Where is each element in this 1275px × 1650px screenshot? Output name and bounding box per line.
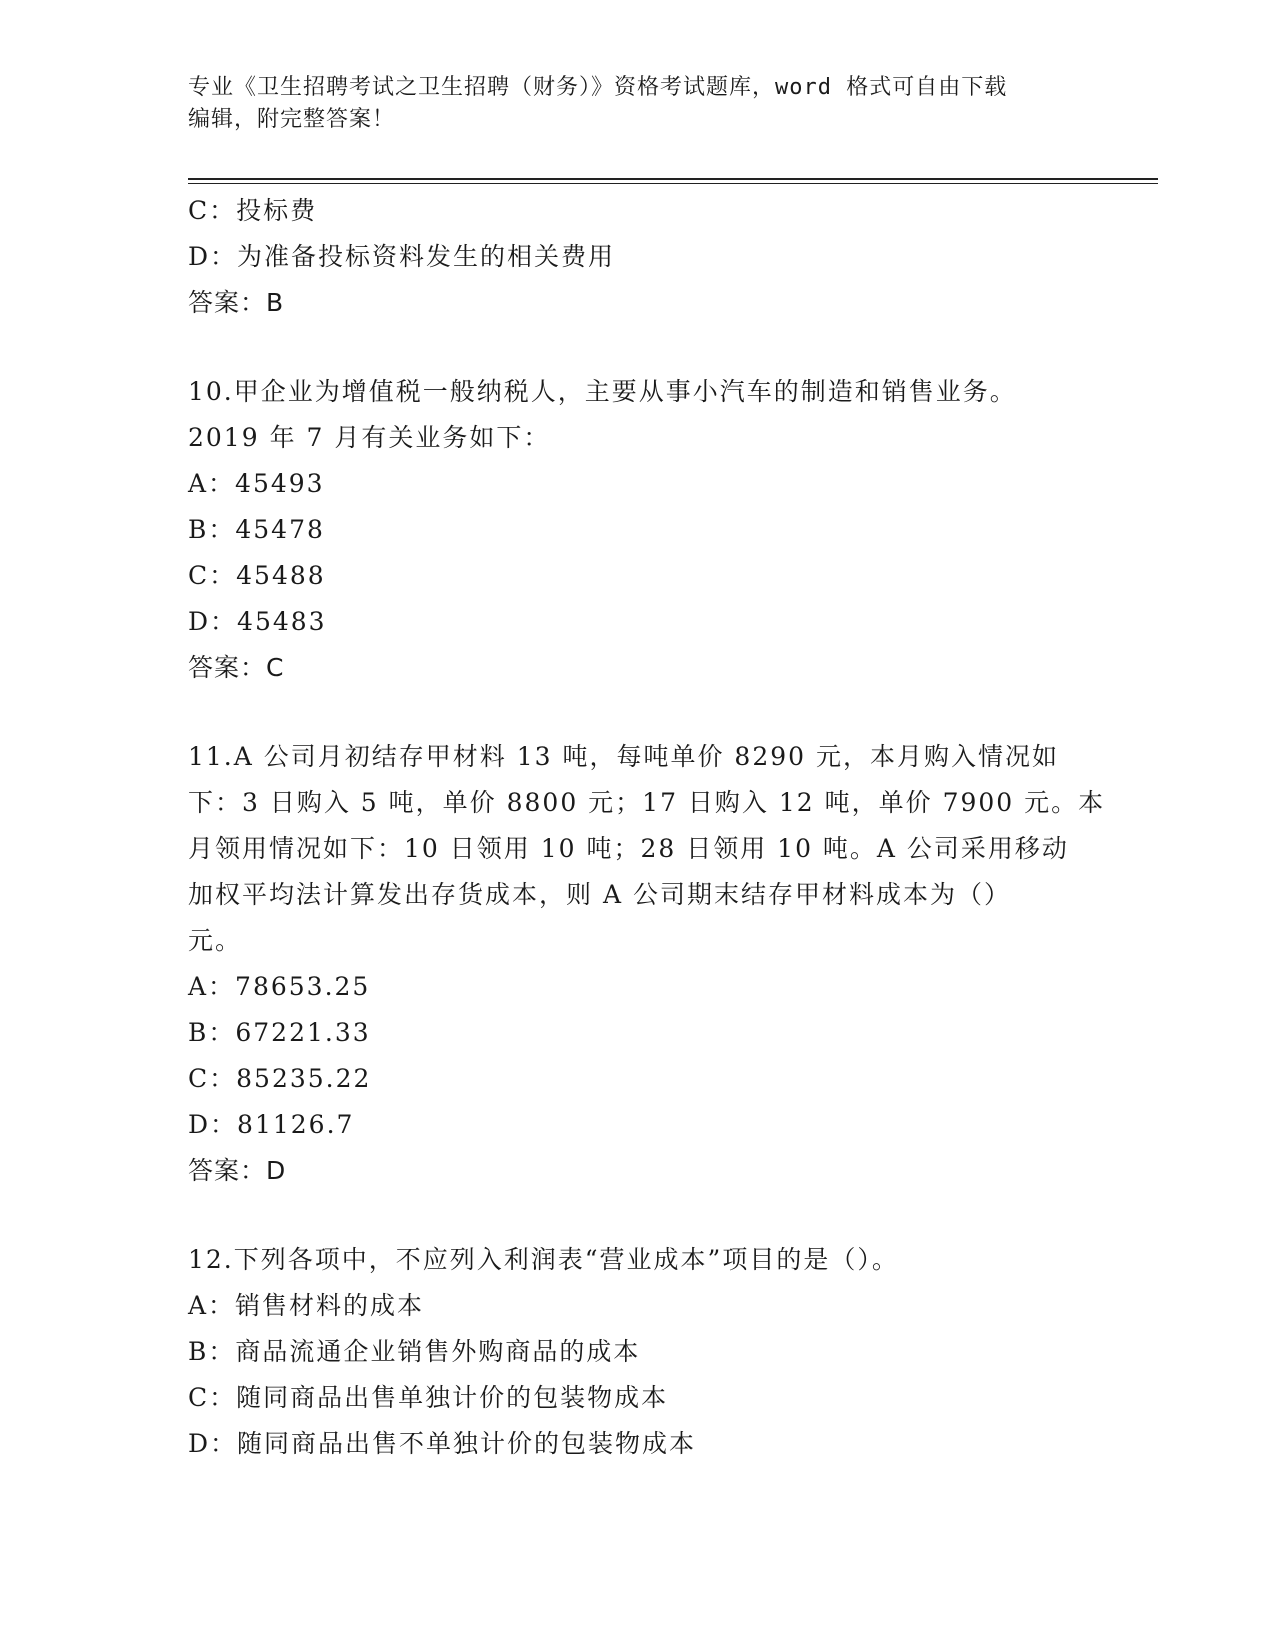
- spacer: [188, 326, 1088, 369]
- spacer: [188, 1194, 1088, 1237]
- header-line-2: 编辑，附完整答案！: [188, 107, 396, 132]
- option-c: C：85235.22: [188, 1064, 372, 1093]
- option-b: B：45478: [188, 515, 325, 544]
- option-a: A：销售材料的成本: [188, 1291, 425, 1320]
- answer-label: 答案：D: [188, 1156, 287, 1185]
- option-c: C：随同商品出售单独计价的包装物成本: [188, 1383, 669, 1412]
- header-line-1: 专业《卫生招聘考试之卫生招聘（财务）》资格考试题库，word 格式可自由下载: [188, 75, 1008, 100]
- option-c: C：45488: [188, 561, 326, 590]
- question-stem: 元。: [188, 926, 243, 955]
- option-d: D：45483: [188, 607, 327, 636]
- question-10: [188, 369, 1088, 691]
- question-stem: 月领用情况如下：10 日领用 10 吨；28 日领用 10 吨。A 公司采用移动: [188, 834, 1069, 863]
- option-b: B：67221.33: [188, 1018, 371, 1047]
- option-d: D：81126.7: [188, 1110, 355, 1139]
- question-11: [188, 734, 1106, 1194]
- question-stem: 2019 年 7 月有关业务如下：: [188, 423, 551, 452]
- option-c: C：投标费: [188, 196, 318, 225]
- option-d: D：为准备投标资料发生的相关费用: [188, 242, 616, 271]
- question-stem: 10.甲企业为增值税一般纳税人，主要从事小汽车的制造和销售业务。: [188, 377, 1017, 406]
- question-stem: 12.下列各项中，不应列入利润表“营业成本”项目的是（）。: [188, 1245, 899, 1274]
- question-list: [188, 188, 1106, 1467]
- question-9-tail: [188, 188, 1088, 326]
- header-divider-thick: [188, 178, 1158, 180]
- question-12: [188, 1237, 1088, 1467]
- header-divider-thin: [188, 183, 1158, 184]
- spacer: [188, 691, 1088, 734]
- question-stem: 加权平均法计算发出存货成本，则 A 公司期末结存甲材料成本为（）: [188, 880, 1011, 909]
- answer-label: 答案：C: [188, 653, 285, 682]
- option-b: B：商品流通企业销售外购商品的成本: [188, 1337, 641, 1366]
- option-d: D：随同商品出售不单独计价的包装物成本: [188, 1429, 697, 1458]
- answer-label: 答案：B: [188, 288, 285, 317]
- option-a: A：45493: [188, 469, 325, 498]
- option-a: A：78653.25: [188, 972, 371, 1001]
- question-stem: 下：3 日购入 5 吨，单价 8800 元；17 日购入 12 吨，单价 7900 元。本: [188, 788, 1106, 817]
- document-header: [188, 72, 1088, 136]
- question-stem: 11.A 公司月初结存甲材料 13 吨，每吨单价 8290 元，本月购入情况如: [188, 742, 1059, 771]
